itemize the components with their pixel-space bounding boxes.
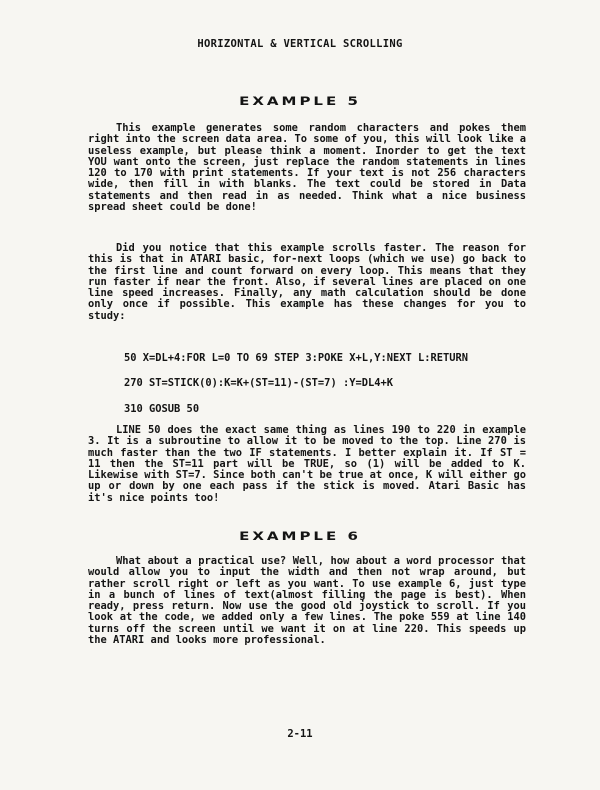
code-line-50: 50 X=DL+4:FOR L=0 TO 69 STEP 3:POKE X+L,Y:NEXT L:RETURN [124,352,469,364]
example-6-paragraph-1: What about a practical use? Well, how about a word processor that would allow you to input the width and then not wrap around, but rather scroll right or left as you want. To use example 6, just type in a bunch of lines of text(almost filling the page is best). When ready, press return. Now use the good old joystick to scroll. If you look at the code, we added only a few lines. The poke 559 at line 140 turns off the screen until we want it on at line 220. This speeds up the ATARI and looks more professional. [88,555,526,647]
example-6-title: EXAMPLE 6 [239,528,361,544]
example-5-paragraph-2: Did you notice that this example scrolls faster. The reason for this is that in ATARI basic, for-next loops (which we use) go back to the first line and count forward on every loop. This means that they run faster if near the front. Also, if several lines are placed on one line speed increases. Finally, any math calculation should be done only once if possible. This example has these changes for you to study: [88,242,526,322]
code-line-310: 310 GOSUB 50 [124,403,200,415]
code-line-270: 270 ST=STICK(0):K=K+(ST=11)-(ST=7) :Y=DL4+K [124,377,393,389]
running-header: HORIZONTAL & VERTICAL SCROLLING [197,38,403,50]
example-5-title: EXAMPLE 5 [239,93,361,109]
example-5-paragraph-3: LINE 50 does the exact same thing as lines 190 to 220 in example 3. It is a subroutine to allow it to be moved to the top. Line 270 is much faster than the two IF statements. I better explain it. If ST = 11 then the ST=11 part will be TRUE, so (1) will be added to K. Likewise with ST=7. Since both can't be true at once, K will either go up or down by one each pass if the stick is moved. Atari Basic has it's nice points too! [88,424,526,504]
example-5-paragraph-1: This example generates some random characters and pokes them right into the screen data area. To some of you, this will look like a useless example, but please think a moment. Inorder to get the text YOU want onto the screen, just replace the random statements in lines 120 to 170 with print statements. If your text is not 256 characters wide, then fill in with blanks. The text could be stored in Data statements and then read in as needed. Think what a nice business spread sheet could be done! [88,122,526,214]
page-number: 2-11 [287,728,313,740]
